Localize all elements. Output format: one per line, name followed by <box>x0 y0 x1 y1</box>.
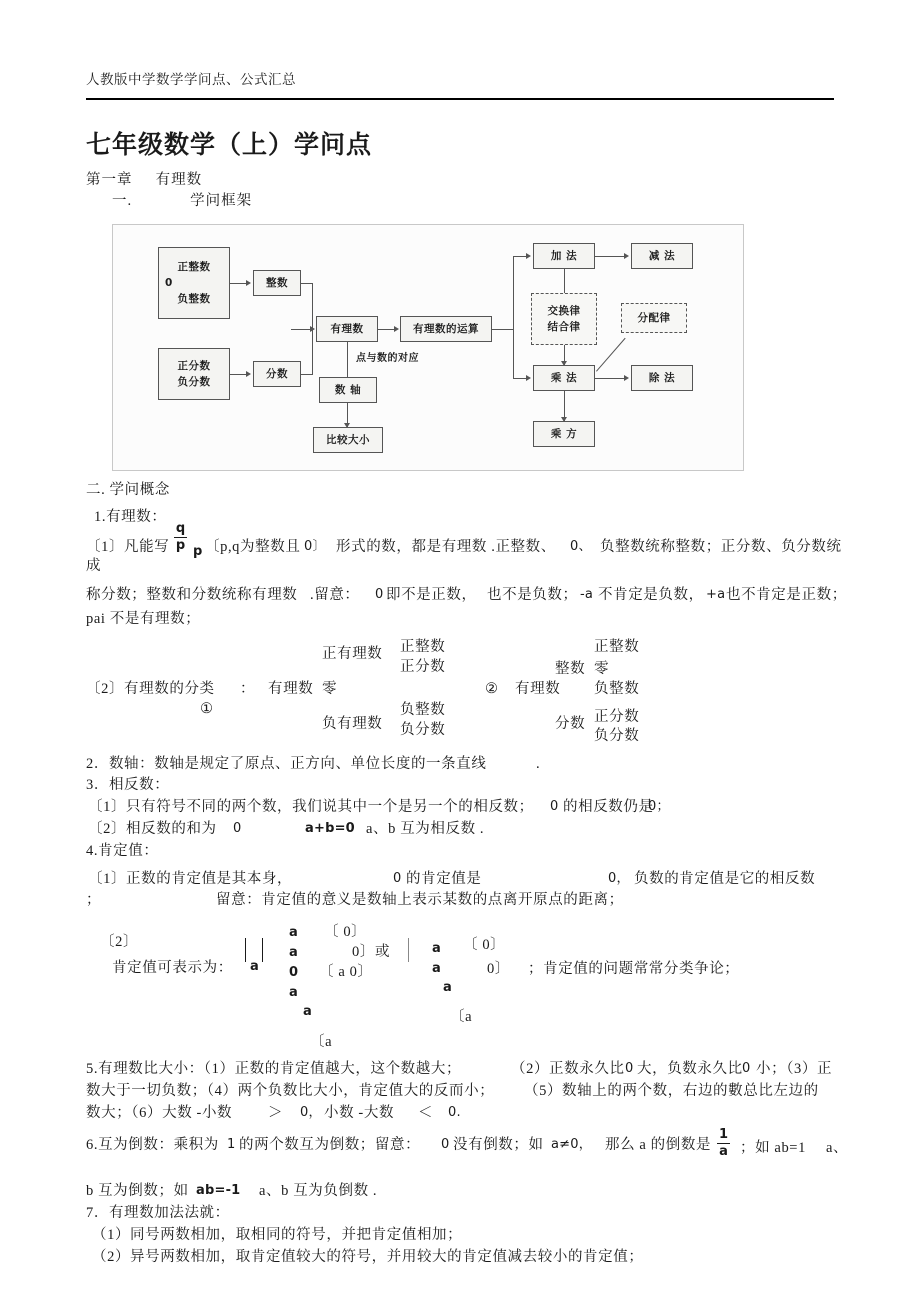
piecewise1-case1-a: a <box>289 925 298 940</box>
diagram-label-subtraction: 减 法 <box>648 249 676 262</box>
piecewise1-case1-cond: 〔 0〕 <box>324 924 367 940</box>
item-4-para1-d: 留意：肯定值的意义是数轴上表示某数的点离开原点的距离； <box>216 892 624 908</box>
cls2-zero: 零 <box>594 661 610 677</box>
knowledge-framework-diagram <box>112 224 744 471</box>
cls2-negative-fraction: 负分数 <box>594 728 640 744</box>
item-5-h: 小数 -大数 <box>324 1105 395 1121</box>
diagram-box-integer <box>253 270 301 296</box>
diagram-box-exponentiation <box>533 421 595 447</box>
connector-addition-to-laws <box>564 269 565 293</box>
item-5-greater-than: ＞ <box>268 1105 284 1121</box>
item-4-para1-zero2: 0， <box>608 871 630 886</box>
diagram-label-division: 除 法 <box>648 371 676 384</box>
item-1-para2-a: 称分数；整数和分数统称有理数 <box>86 587 298 603</box>
item-1-para1-c: 形式的数，都是有理数 .正整数、 <box>336 539 556 555</box>
arrow-bus-to-addition-icon <box>526 253 531 259</box>
piecewise2-case1-a: a <box>432 941 441 956</box>
diagram-label-fraction: 分数 <box>266 367 288 380</box>
item-1-para2-minus-a: -a <box>580 587 594 602</box>
diagram-label-number-line: 数 轴 <box>334 383 362 396</box>
item-1-para4-circle2: ② <box>485 681 499 697</box>
cls2-negative-integer: 负整数 <box>594 681 640 697</box>
diagram-label-negative-integer: 负整数 <box>177 293 211 306</box>
arrow-frac-group-to-fraction-icon <box>246 371 251 377</box>
arrow-numberline-to-compare-icon <box>344 423 350 428</box>
section-one-heading <box>112 189 252 210</box>
connector-multiplication-to-distributive <box>596 338 626 372</box>
piecewise2-trailing-cond: 〔a <box>450 1009 473 1025</box>
fraction-numerator-q: q <box>175 521 186 536</box>
item-7-para1: （1）同号两数相加，取相同的符号，并把肯定值相加； <box>92 1227 463 1243</box>
abs-bar-left-2 <box>408 938 409 962</box>
piecewise2-case1-cond: 〔 0〕 <box>463 937 506 953</box>
cls1-positive-integer: 正整数 <box>400 639 446 655</box>
connector-addition-to-subtraction <box>595 256 625 257</box>
item-1-para3: pai 不是有理数； <box>86 611 201 627</box>
item-3-para1-b: 的相反数仍是 <box>563 799 654 815</box>
cls1-positive: 正有理数 <box>322 646 383 662</box>
item-5-f: （5）数轴上的两个数，右边的數总比左边的 <box>524 1083 819 1099</box>
diagram-box-fraction <box>253 361 301 387</box>
item-4-para1-a: 〔1〕正数的肯定值是其本身， <box>88 871 293 887</box>
item-4-or: 或 <box>375 944 391 960</box>
section-one-number: 一. <box>112 193 133 209</box>
abs-arg-a-1: a <box>250 959 259 974</box>
piecewise2-case2-a: a <box>432 961 441 976</box>
diagram-box-commutative-associative-laws <box>531 293 597 345</box>
item-5-zero-3: 0， <box>300 1105 322 1120</box>
diagram-label-zero: 0 <box>165 276 173 289</box>
fraction-numerator-one: 1 <box>718 1127 729 1142</box>
piecewise1-case3-cond: 〔 a 0〕 <box>319 964 373 980</box>
diagram-box-positive-integers-group <box>158 247 230 319</box>
abs-bar-left-1 <box>245 938 246 962</box>
item-7-para2: （2）异号两数相加，取肯定值较大的符号，并用较大的肯定值减去较小的肯定值； <box>92 1249 644 1265</box>
diagram-label-rational-number: 有理数 <box>330 322 364 335</box>
chapter-heading <box>86 168 202 189</box>
item-4-para1-b: 的肯定值是 <box>406 871 482 887</box>
item-4-para2-label: 肯定值可表示为： <box>112 960 233 976</box>
item-1-para1-zero2: 0、 <box>570 539 592 554</box>
arrow-posint-to-integer-icon <box>246 280 251 286</box>
diagram-label-rational-operations: 有理数的运算 <box>413 322 479 335</box>
connector-fraction-right <box>301 374 313 375</box>
cls1-negative-fraction: 负分数 <box>400 722 446 738</box>
piecewise1-case2-cond: 0〕 <box>352 944 375 960</box>
item-5-less-than: ＜ <box>418 1105 434 1121</box>
diagram-label-addition: 加 法 <box>550 249 578 262</box>
item-3-para1-zero2: 0； <box>648 799 670 814</box>
diagram-label-positive-fraction: 正分数 <box>177 359 211 372</box>
connector-multiplication-to-division <box>595 378 625 379</box>
item-1-para4-colon: ： <box>240 681 256 697</box>
item-4-title: 4.肯定值： <box>86 843 159 859</box>
section-one-label: 学问框架 <box>190 193 253 209</box>
item-3-title: 3．相反数： <box>86 777 170 793</box>
cls1-zero: 零 <box>322 681 338 697</box>
item-1-para2-d: 也不是负数； <box>487 587 578 603</box>
item-1-para1-p: p <box>193 544 203 559</box>
page-title: 七年级数学（上）学问点 <box>86 132 373 159</box>
diagram-label-positive-integer: 正整数 <box>177 260 211 273</box>
item-7-title: 7．有理数加法法就： <box>86 1205 230 1221</box>
item-6-zero: 0 <box>441 1137 450 1152</box>
item-4-tail: ；肯定值的问题常常分类争论； <box>528 961 740 977</box>
header-divider <box>86 98 834 100</box>
item-3-para2-equation: a+b=0 <box>305 821 355 836</box>
cls2-positive-integer: 正整数 <box>594 639 640 655</box>
fraction-denominator-p: p <box>175 537 186 553</box>
item-1-para1-cheng: 成 <box>86 558 102 574</box>
item-4-para2-number: 〔2〕 <box>100 934 139 950</box>
item-5-a: 5.有理数比大小：（1）正数的肯定值越大，这个数越大； <box>86 1061 462 1077</box>
cls1-negative-integer: 负整数 <box>400 702 446 718</box>
item-1-para1-zero: 0〕 <box>304 539 326 554</box>
item-1-para2-b: .留意： <box>310 587 360 603</box>
item-5-g: 数大；（6）大数 -小数 <box>86 1105 233 1121</box>
cls2-root: 有理数 <box>515 681 561 697</box>
item-6-condition: a≠0， <box>551 1137 592 1152</box>
item-1-para1-b: 〔p,q为整数且 <box>205 539 301 555</box>
diagram-label-integer: 整数 <box>266 276 288 289</box>
item-5-e: 数大于一切负数；（4）两个负数比大小，肯定值大的反而小； <box>86 1083 495 1099</box>
diagram-box-rational-operations <box>400 316 492 342</box>
diagram-label-associative-law: 结合律 <box>547 321 581 333</box>
connector-rational-to-numberline <box>347 342 348 377</box>
fraction-q-over-p <box>174 522 187 552</box>
item-3-para2-a: 〔2〕相反数的和为 <box>88 821 217 837</box>
item-6-f: a、 <box>826 1140 849 1156</box>
abs-bar-right-1 <box>262 938 263 962</box>
item-5-zero-2: 0 <box>742 1061 751 1076</box>
diagram-box-division <box>631 365 693 391</box>
cls1-negative: 负有理数 <box>322 716 383 732</box>
piecewise1-trailing-cond: 〔a <box>310 1034 333 1050</box>
item-5-d: 小；（3）正 <box>756 1061 833 1077</box>
item-2-period: . <box>536 756 541 772</box>
fraction-denominator-a: a <box>719 1143 728 1159</box>
item-1-title: 1.有理数： <box>94 509 167 525</box>
item-3-para1-a: 〔1〕只有符号不同的两个数，我们说其中一个是另一个的相反数； <box>88 799 534 815</box>
arrow-multiplication-to-division-icon <box>624 375 629 381</box>
item-1-para1-d: 负整数统称整数；正分数、负分数统 <box>600 539 842 555</box>
diagram-box-compare-size <box>313 427 383 453</box>
diagram-label-point-number-correspondence: 点与数的对应 <box>356 353 419 364</box>
item-6-g: b 互为倒数；如 <box>86 1183 189 1199</box>
diagram-box-subtraction <box>631 243 693 269</box>
diagram-box-addition <box>533 243 595 269</box>
arrow-addition-to-subtraction-icon <box>624 253 629 259</box>
piecewise1-case2-a: a <box>289 945 298 960</box>
diagram-label-compare-size: 比较大小 <box>326 433 370 446</box>
diagram-label-multiplication: 乘 法 <box>550 371 578 384</box>
item-1-para2-e: 不肯定是负数， <box>598 587 704 603</box>
item-3-para2-zero: 0 <box>233 821 242 836</box>
arrow-merge-to-rational-icon <box>310 326 315 332</box>
item-1-para4-a: 〔2〕有理数的分类 <box>86 681 215 697</box>
diagram-box-fractions-group <box>158 348 230 400</box>
arrow-bus-to-multiplication-icon <box>526 375 531 381</box>
item-6-e: ；如 ab=1 <box>740 1140 806 1156</box>
item-5-zero-4: 0. <box>448 1105 461 1120</box>
chapter-name: 有理数 <box>155 172 203 188</box>
item-5-zero-1: 0 <box>625 1061 634 1076</box>
arrow-rational-to-operations-icon <box>394 326 399 332</box>
item-6-c: 没有倒数；如 <box>453 1137 544 1153</box>
diagram-label-commutative-law: 交换律 <box>547 304 581 317</box>
item-1-para2-c: 即不是正数， <box>386 587 477 603</box>
item-1-para4-circle1: ① <box>200 701 214 717</box>
cls1-root: 有理数 <box>268 681 314 697</box>
item-1-para2-plus-a: +a <box>706 587 726 602</box>
fraction-one-over-a <box>717 1128 730 1158</box>
piecewise1-case4-a: a <box>289 985 298 1000</box>
chapter-number: 第一章 <box>86 172 133 188</box>
arrow-laws-to-multiplication-icon <box>561 361 567 366</box>
cls2-positive-fraction: 正分数 <box>594 709 640 725</box>
item-4-para1-semicolon: ； <box>86 892 102 908</box>
item-5-c: 大，负数永久比 <box>637 1061 743 1077</box>
cls2-integer: 整数 <box>555 661 586 677</box>
diagram-box-distributive-law <box>621 303 687 333</box>
piecewise2-case3-a: a <box>443 980 452 995</box>
section-two-heading: 二. 学问概念 <box>86 482 170 498</box>
item-6-d: 那么 a 的倒数是 <box>605 1137 712 1153</box>
item-6-a: 6.互为倒数：乘积为 <box>86 1137 219 1153</box>
item-6-b: 的两个数互为倒数；留意： <box>239 1137 421 1153</box>
item-1-para2-f: 也不肯定是正数； <box>726 587 847 603</box>
item-4-para1-zero: 0 <box>393 871 402 886</box>
cls2-fraction: 分数 <box>555 716 586 732</box>
piecewise2-case2-cond: 0〕 <box>487 961 510 977</box>
item-6-one: 1 <box>227 1137 236 1152</box>
item-4-para1-c: 负数的肯定值是它的相反数 <box>634 871 816 887</box>
item-1-para1-a: 〔1〕凡能写 <box>86 539 170 555</box>
item-3-para2-b: a、b 互为相反数 . <box>366 821 485 837</box>
running-head: 人教版中学数学学问点、公式汇总 <box>86 72 296 87</box>
piecewise1-case3-zero: 0 <box>289 965 299 980</box>
page-header <box>86 68 834 100</box>
arrow-multiplication-to-power-icon <box>561 417 567 422</box>
diagram-label-exponentiation: 乘 方 <box>550 427 578 440</box>
item-3-para1-zero: 0 <box>550 799 559 814</box>
item-5-b: （2）正数永久比 <box>511 1061 625 1077</box>
connector-operations-bus <box>513 256 514 378</box>
item-2-number-line: 2．数轴：数轴是规定了原点、正方向、单位长度的一条直线 <box>86 756 487 772</box>
diagram-label-distributive-law: 分配律 <box>637 311 671 324</box>
diagram-box-multiplication <box>533 365 595 391</box>
item-1-para2-zero: 0 <box>375 587 384 602</box>
diagram-box-number-line <box>319 377 377 403</box>
piecewise1-case5-a: a <box>303 1004 312 1019</box>
item-6-h: a、b 互为负倒数 . <box>259 1183 378 1199</box>
diagram-label-negative-fraction: 负分数 <box>177 376 211 388</box>
connector-operations-right <box>492 329 514 330</box>
diagram-box-rational-number <box>316 316 378 342</box>
item-6-equation: ab=-1 <box>196 1183 241 1198</box>
cls1-positive-fraction: 正分数 <box>400 659 446 675</box>
